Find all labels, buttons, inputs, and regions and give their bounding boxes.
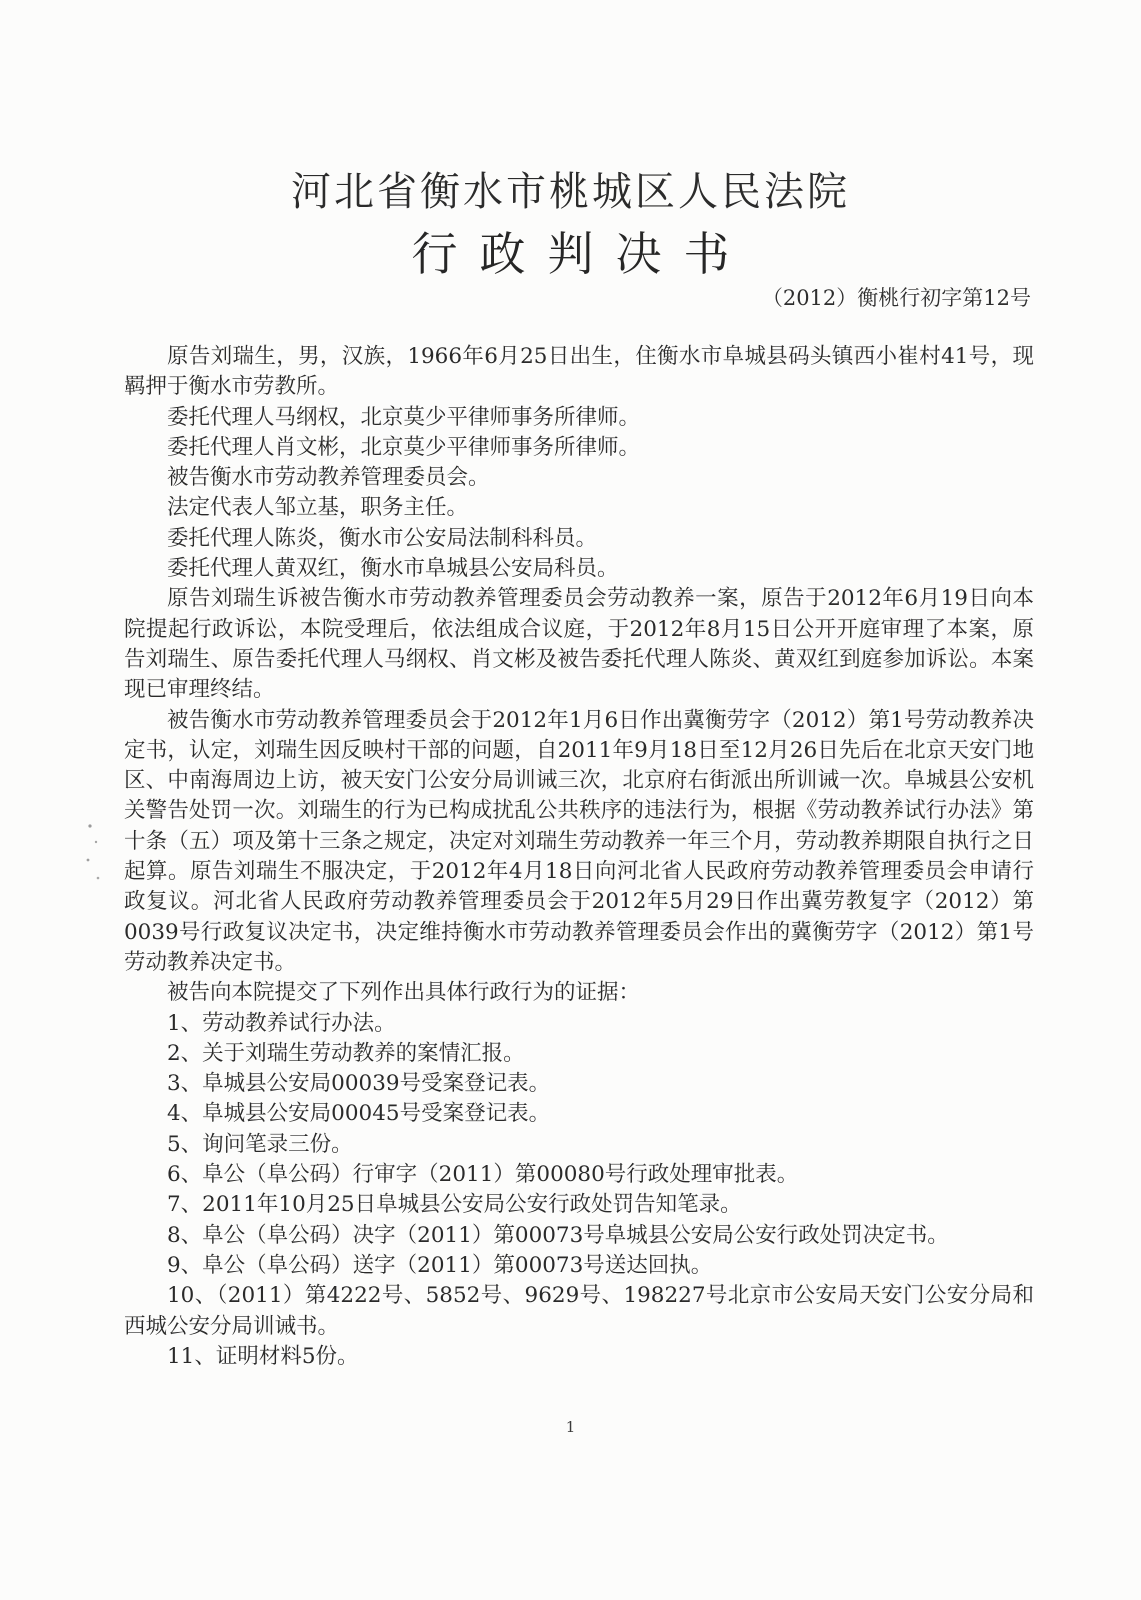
- evidence-item: 2、关于刘瑞生劳动教养的案情汇报。: [167, 1040, 525, 1066]
- page-number: 1: [565, 1418, 576, 1436]
- evidence-item: 11、证明材料5份。: [167, 1343, 359, 1369]
- scan-speckle-marks: [82, 820, 112, 890]
- legal-representative: 法定代表人邹立基，职务主任。: [167, 495, 469, 521]
- document-type-heading: 行政判决书: [411, 227, 752, 281]
- plaintiff-agent-1: 委托代理人马纲权，北京莫少平律师事务所律师。: [167, 404, 641, 430]
- evidence-item: 5、询问笔录三份。: [167, 1131, 353, 1157]
- case-procedure-paragraph: 原告刘瑞生诉被告衡水市劳动教养管理委员会劳动教养一案，原告于2012年6月19日向本院提起行政诉讼，本院受理后，依法组成合议庭，于2012年8月15日公开开庭审理了本案，原告刘瑞生、原告委托代理人马纲权、肖文彬及被告委托代理人陈炎、黄双红到庭参加诉讼。本案现已审理终结。: [124, 586, 1034, 703]
- defendant-agent-2: 委托代理人黄双红，衡水市阜城县公安局科员。: [167, 556, 619, 582]
- evidence-item: 7、2011年10月25日阜城县公安局公安行政处罚告知笔录。: [167, 1192, 742, 1218]
- case-number: （2012）衡桃行初字第12号: [761, 286, 1031, 310]
- evidence-item: 4、阜城县公安局00045号受案登记表。: [167, 1101, 551, 1127]
- evidence-item: 6、阜公（阜公码）行审字（2011）第00080号行政处理审批表。: [167, 1162, 799, 1188]
- evidence-item: 3、阜城县公安局00039号受案登记表。: [167, 1071, 551, 1097]
- evidence-item: 10、（2011）第4222号、5852号、9629号、198227号北京市公安局天安门公安分局和西城公安分局训诫书。: [124, 1283, 1034, 1339]
- defendant-agent-1: 委托代理人陈炎，衡水市公安局法制科科员。: [167, 525, 598, 551]
- evidence-item: 1、劳动教养试行办法。: [167, 1010, 396, 1036]
- court-name-heading: 河北省衡水市桃城区人民法院: [291, 169, 850, 215]
- evidence-item: 9、阜公（阜公码）送字（2011）第00073号送达回执。: [167, 1252, 713, 1278]
- administrative-decision-paragraph: 被告衡水市劳动教养管理委员会于2012年1月6日作出冀衡劳字（2012）第1号劳动教养决定书，认定，刘瑞生因反映村干部的问题，自2011年9月18日至12月26日先后在北京天安门地区、中南海周边上访，被天安门公安分局训诫三次，北京府右街派出所训诫一次。阜城县公安机关警告处罚一次。刘瑞生的行为已构成扰乱公共秩序的违法行为，根据《劳动教养试行办法》第十条（五）项及第十三条之规定，决定对刘瑞生劳动教养一年三个月，劳动教养期限自执行之日起算。原告刘瑞生不服决定，于2012年4月18日向河北省人民政府劳动教养管理委员会申请行政复议。河北省人民政府劳动教养管理委员会于2012年5月29日作出冀劳教复字（2012）第0039号行政复议决定书，决定维持衡水市劳动教养管理委员会作出的冀衡劳字（2012）第1号劳动教养决定书。: [124, 707, 1034, 975]
- defendant-info: 被告衡水市劳动教养管理委员会。: [167, 465, 490, 491]
- plaintiff-info: 原告刘瑞生，男，汉族，1966年6月25日出生，住衡水市阜城县码头镇西小崔村41号，现羁押于衡水市劳教所。: [124, 344, 1034, 400]
- plaintiff-agent-2: 委托代理人肖文彬，北京莫少平律师事务所律师。: [167, 434, 641, 460]
- judgment-body: [124, 342, 1034, 1372]
- evidence-item: 8、阜公（阜公码）决字（2011）第00073号阜城县公安局公安行政处罚决定书。: [167, 1222, 949, 1248]
- evidence-intro: 被告向本院提交了下列作出具体行政行为的证据：: [167, 980, 641, 1006]
